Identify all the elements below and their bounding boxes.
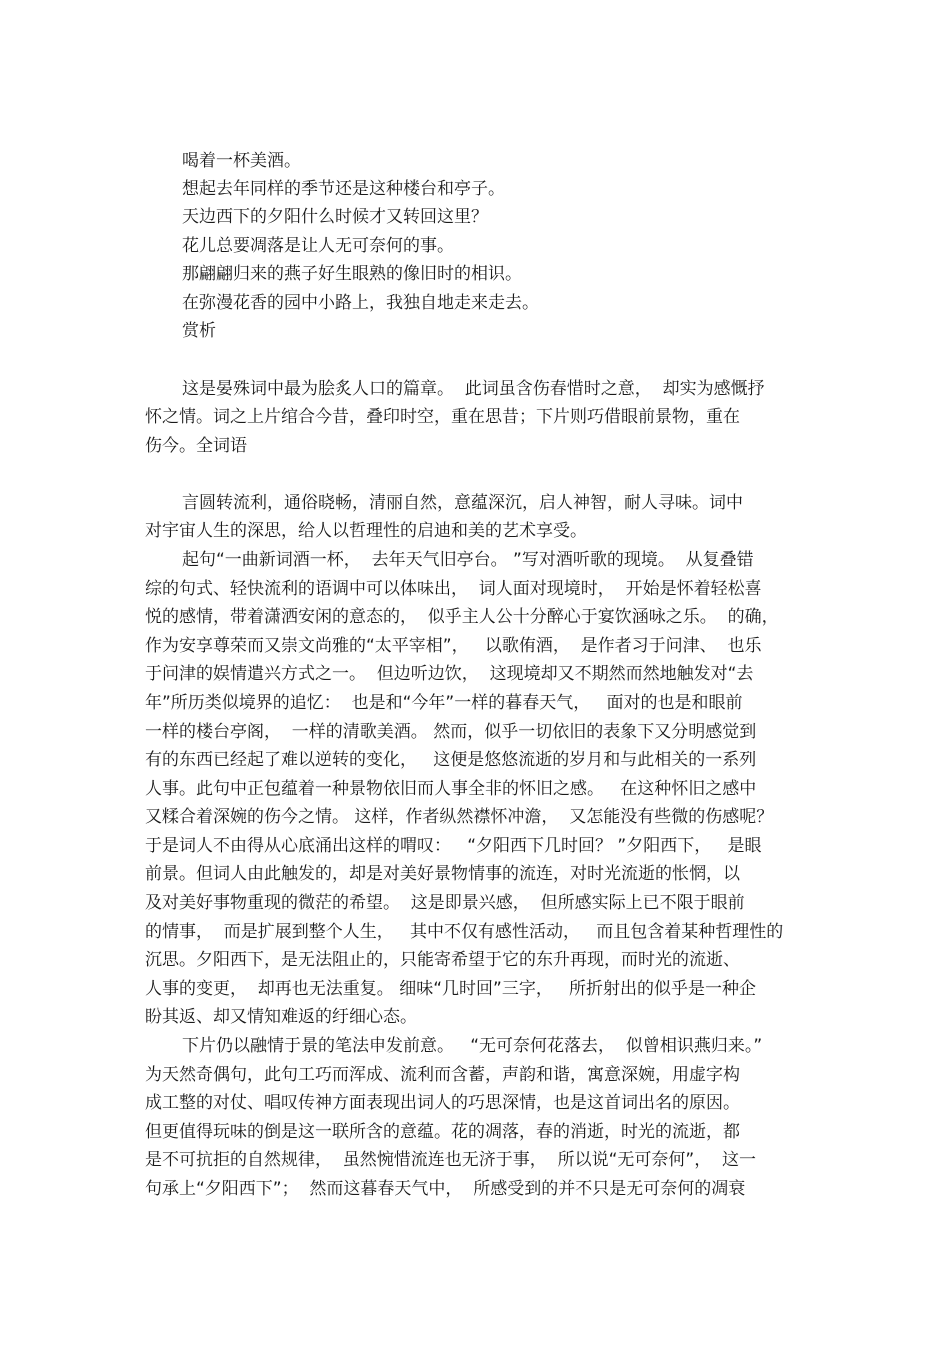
paragraph-line: 的情事， 而是扩展到整个人生， 其中不仅有感性活动， 而且包含着某种哲理性的 [145, 922, 784, 942]
section-title: 赏析 [182, 321, 216, 341]
paragraph-line: 作为安享尊荣而又崇文尚雅的“太平宰相”， 以歌侑酒， 是作者习于问津、 也乐 [145, 636, 762, 656]
translation-line: 想起去年同样的季节还是这种楼台和亭子。 [182, 179, 505, 199]
translation-line: 那翩翩归来的燕子好生眼熟的像旧时的相识。 [182, 264, 522, 284]
paragraph-line: 一样的楼台亭阁， 一样的清歌美酒。 然而，似乎一切依旧的表象下又分明感觉到 [145, 722, 757, 742]
translation-line: 在弥漫花香的园中小路上，我独自地走来走去。 [182, 293, 539, 313]
paragraph-line: 下片仍以融情于景的笔法申发前意。 “无可奈何花落去， 似曾相识燕归来。” [182, 1036, 763, 1056]
paragraph-line: 人事的变更， 却再也无法重复。 细味“几时回”三字， 所折射出的似乎是一种企 [145, 979, 757, 999]
paragraph-line: 又糅合着深婉的伤今之情。 这样，作者纵然襟怀冲澹， 又怎能没有些微的伤感呢？ [145, 807, 774, 827]
paragraph-line: 年”所历类似境界的追忆： 也是和“今年”一样的暮春天气， 面对的也是和眼前 [145, 693, 743, 713]
paragraph-line: 人事。此句中正包蕴着一种景物依旧而人事全非的怀旧之感。 在这种怀旧之感中 [145, 779, 757, 799]
paragraph-line: 悦的感情，带着潇洒安闲的意态的， 似乎主人公十分醉心于宴饮涵咏之乐。 的确， [145, 607, 779, 627]
translation-line: 花儿总要凋落是让人无可奈何的事。 [182, 236, 454, 256]
paragraph-line: 及对美好事物重现的微茫的希望。 这是即景兴感， 但所感实际上已不限于眼前 [145, 893, 745, 913]
paragraph-line: 沉思。夕阳西下，是无法阻止的，只能寄希望于它的东升再现，而时光的流逝、 [145, 950, 740, 970]
paragraph-line: 盼其返、却又情知难返的纡细心态。 [145, 1007, 417, 1027]
paragraph-line: 但更值得玩味的倒是这一联所含的意蕴。花的凋落，春的消逝，时光的流逝，都 [145, 1122, 740, 1142]
paragraph-line: 这是晏殊词中最为脍炙人口的篇章。 此词虽含伤春惜时之意， 却实为感慨抒 [182, 379, 765, 399]
paragraph-line: 于问津的娱情遣兴方式之一。 但边听边饮， 这现境却又不期然而然地触发对“去 [145, 664, 754, 684]
translation-line: 天边西下的夕阳什么时候才又转回这里？ [182, 207, 488, 227]
paragraph-line: 伤今。全词语 [145, 436, 247, 456]
paragraph-line: 起句“一曲新词酒一杯， 去年天气旧亭台。 ”写对酒听歌的现境。 从复叠错 [182, 550, 754, 570]
paragraph-line: 对宇宙人生的深思，给人以哲理性的启迪和美的艺术享受。 [145, 521, 587, 541]
paragraph-line: 综的句式、轻快流利的语调中可以体味出， 词人面对现境时， 开始是怀着轻松喜 [145, 579, 762, 599]
translation-line: 喝着一杯美酒。 [182, 151, 301, 171]
paragraph-line: 言圆转流利，通俗晓畅，清丽自然，意蕴深沉，启人神智，耐人寻味。词中 [182, 493, 743, 513]
paragraph-line: 于是词人不由得从心底涌出这样的喟叹： “夕阳西下几时回？ ”夕阳西下， 是眼 [145, 836, 762, 856]
paragraph-line: 前景。但词人由此触发的，却是对美好景物情事的流连，对时光流逝的怅惘，以 [145, 864, 740, 884]
paragraph-line: 句承上“夕阳西下”； 然而这暮春天气中， 所感受到的并不只是无可奈何的凋衰 [145, 1179, 746, 1199]
paragraph-line: 是不可抗拒的自然规律， 虽然惋惜流连也无济于事， 所以说“无可奈何”， 这一 [145, 1150, 757, 1170]
paragraph-line: 怀之情。词之上片绾合今昔，叠印时空，重在思昔；下片则巧借眼前景物，重在 [145, 407, 740, 427]
paragraph-line: 有的东西已经起了难以逆转的变化， 这便是悠悠流逝的岁月和与此相关的一系列 [145, 750, 757, 770]
paragraph-line: 成工整的对仗、唱叹传神方面表现出词人的巧思深情，也是这首词出名的原因。 [145, 1093, 740, 1113]
paragraph-line: 为天然奇偶句，此句工巧而浑成、流利而含蓄，声韵和谐，寓意深婉，用虚字构 [145, 1065, 740, 1085]
